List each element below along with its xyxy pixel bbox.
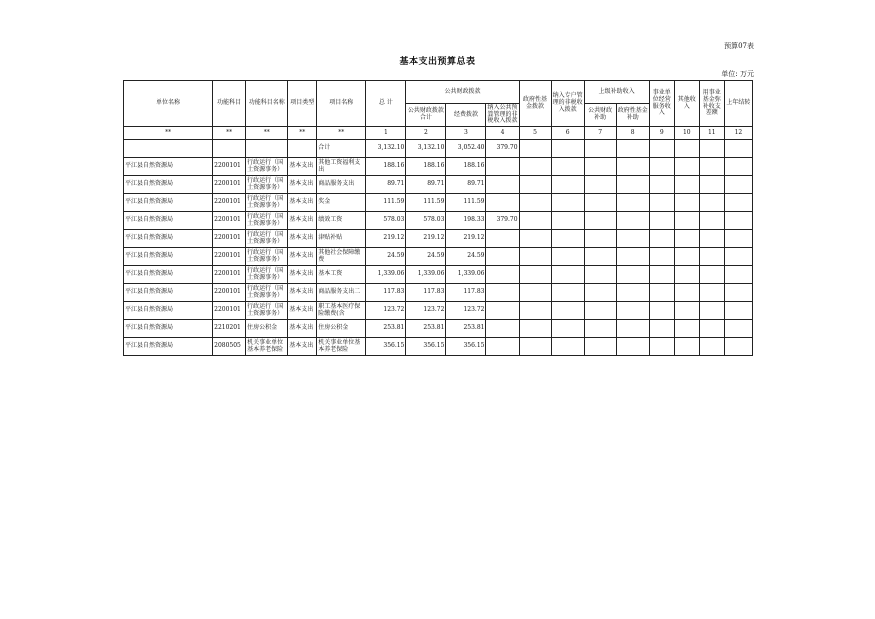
cell-empty <box>584 284 616 302</box>
cell-name: 职工基本医疗保险缴费(含 <box>317 302 366 320</box>
header-superior-subsidy: 上级补助收入 <box>584 81 649 104</box>
cell-empty <box>699 212 724 230</box>
cell-empty <box>584 248 616 266</box>
cell-empty <box>551 194 584 212</box>
cell-func: 行政运行（国土资源事务） <box>246 176 288 194</box>
column-index-row <box>124 127 753 140</box>
cell-budget-mgmt <box>486 230 519 248</box>
table-row <box>124 266 753 284</box>
cell-empty <box>724 302 752 320</box>
header-unit-name: 单位名称 <box>124 81 213 127</box>
header-superior-public: 公共财政补助 <box>584 104 616 127</box>
cell-empty <box>699 176 724 194</box>
cell-total: 24.59 <box>366 248 406 266</box>
cell-type: 基本支出 <box>288 248 317 266</box>
column-index-11: 7 <box>584 127 616 140</box>
cell-empty <box>616 230 649 248</box>
cell-func: 行政运行（国土资源事务） <box>246 230 288 248</box>
cell-type: 基本支出 <box>288 158 317 176</box>
cell-empty <box>649 266 674 284</box>
cell-budget-mgmt <box>486 158 519 176</box>
cell-budget-mgmt <box>486 194 519 212</box>
column-index-3: ** <box>288 127 317 140</box>
cell-unit: 平江县自然资源局 <box>124 320 213 338</box>
table-row <box>124 194 753 212</box>
cell-type: 基本支出 <box>288 230 317 248</box>
cell-empty <box>519 320 551 338</box>
cell-empty <box>616 212 649 230</box>
cell-funding: 219.12 <box>446 230 486 248</box>
cell-empty <box>584 320 616 338</box>
cell-code: 2200101 <box>213 230 246 248</box>
cell-empty <box>584 266 616 284</box>
cell-name: 机关事业单位基本养老保险 <box>317 338 366 356</box>
cell-empty <box>519 266 551 284</box>
cell-code: 2200101 <box>213 302 246 320</box>
cell-funding: 198.33 <box>446 212 486 230</box>
cell-budget-mgmt <box>486 284 519 302</box>
cell-budget-mgmt <box>486 338 519 356</box>
header-proj-type: 项目类型 <box>288 81 317 127</box>
cell-empty <box>551 284 584 302</box>
header-superior-gov-fund: 政府性基金补助 <box>616 104 649 127</box>
cell-empty <box>616 248 649 266</box>
cell-total: 188.16 <box>366 158 406 176</box>
cell-budget-mgmt <box>486 266 519 284</box>
header-special-mgmt: 纳入专户管理的非税收入拨款 <box>551 81 584 127</box>
table-row <box>124 158 753 176</box>
cell-empty <box>519 212 551 230</box>
cell-empty <box>699 248 724 266</box>
cell-total: 1,339.06 <box>366 266 406 284</box>
cell-unit: 平江县自然资源局 <box>124 266 213 284</box>
cell-public-total: 117.83 <box>406 284 446 302</box>
cell-empty <box>699 338 724 356</box>
cell-empty <box>699 284 724 302</box>
cell-type: 基本支出 <box>288 266 317 284</box>
column-index-2: ** <box>246 127 288 140</box>
cell-funding: 117.83 <box>446 284 486 302</box>
table-row <box>124 284 753 302</box>
header-gov-fund: 政府性基金拨款 <box>519 81 551 127</box>
cell-public-total: 1,339.06 <box>406 266 446 284</box>
cell-empty <box>616 158 649 176</box>
cell-empty <box>649 158 674 176</box>
cell-empty <box>674 158 699 176</box>
cell-empty <box>649 284 674 302</box>
cell-type: 基本支出 <box>288 194 317 212</box>
table-row <box>124 338 753 356</box>
column-index-16: 12 <box>724 127 752 140</box>
cell-unit: 平江县自然资源局 <box>124 212 213 230</box>
cell-total: 253.81 <box>366 320 406 338</box>
column-index-0: ** <box>124 127 213 140</box>
cell-type: 基本支出 <box>288 212 317 230</box>
cell-empty <box>584 230 616 248</box>
cell-type: 基本支出 <box>288 338 317 356</box>
cell-code: 2210201 <box>213 320 246 338</box>
cell-unit: 平江县自然资源局 <box>124 248 213 266</box>
cell-budget-mgmt <box>486 248 519 266</box>
cell-public-total: 219.12 <box>406 230 446 248</box>
cell-empty <box>724 266 752 284</box>
cell-name: 商品服务支出二 <box>317 284 366 302</box>
cell-empty <box>649 320 674 338</box>
cell-empty <box>724 230 752 248</box>
cell-public-total: 356.15 <box>406 338 446 356</box>
cell-public-total: 253.81 <box>406 320 446 338</box>
cell-empty <box>584 302 616 320</box>
header-public-finance: 公共财政拨款 <box>406 81 519 104</box>
cell-public-total: 24.59 <box>406 248 446 266</box>
budget-table <box>123 80 753 356</box>
cell-empty <box>724 338 752 356</box>
summary-row <box>124 140 753 158</box>
cell-empty <box>551 158 584 176</box>
cell-empty <box>649 230 674 248</box>
table-header <box>124 81 753 140</box>
cell-empty <box>519 176 551 194</box>
cell-funding: 89.71 <box>446 176 486 194</box>
cell-code: 2200101 <box>213 194 246 212</box>
cell-empty <box>616 320 649 338</box>
form-code: 预算07表 <box>724 42 754 50</box>
cell-empty <box>674 194 699 212</box>
summary-label: 合计 <box>317 140 366 158</box>
table-body <box>124 140 753 356</box>
cell-type: 基本支出 <box>288 302 317 320</box>
cell-empty <box>674 284 699 302</box>
cell-empty <box>699 230 724 248</box>
cell-func: 住房公积金 <box>246 320 288 338</box>
cell-empty <box>584 194 616 212</box>
cell-empty <box>551 302 584 320</box>
column-index-5: 1 <box>366 127 406 140</box>
cell-empty <box>551 212 584 230</box>
cell-empty <box>616 302 649 320</box>
cell-code: 2200101 <box>213 212 246 230</box>
cell-empty <box>519 284 551 302</box>
cell-budget-mgmt <box>486 176 519 194</box>
cell-unit: 平江县自然资源局 <box>124 158 213 176</box>
cell-func: 行政运行（国土资源事务） <box>246 302 288 320</box>
cell-total: 219.12 <box>366 230 406 248</box>
header-funding: 经费拨款 <box>446 104 486 127</box>
header-budget-mgmt: 纳入公共预算管理的非税收入拨款 <box>486 104 519 127</box>
table-row <box>124 248 753 266</box>
cell-empty <box>616 266 649 284</box>
cell-empty <box>674 266 699 284</box>
cell-empty <box>724 176 752 194</box>
cell-name: 商品服务支出 <box>317 176 366 194</box>
cell-func: 行政运行（国土资源事务） <box>246 212 288 230</box>
cell-empty <box>699 266 724 284</box>
cell-code: 2080505 <box>213 338 246 356</box>
table-row <box>124 320 753 338</box>
cell-empty <box>551 176 584 194</box>
cell-empty <box>724 284 752 302</box>
column-index-7: 3 <box>446 127 486 140</box>
cell-empty <box>724 158 752 176</box>
column-index-1: ** <box>213 127 246 140</box>
cell-funding: 111.59 <box>446 194 486 212</box>
cell-empty <box>649 176 674 194</box>
column-index-12: 8 <box>616 127 649 140</box>
unit-label: 单位: 万元 <box>721 70 754 78</box>
column-index-9: 5 <box>519 127 551 140</box>
cell-public-total: 89.71 <box>406 176 446 194</box>
column-index-15: 11 <box>699 127 724 140</box>
column-index-4: ** <box>317 127 366 140</box>
cell-empty <box>674 302 699 320</box>
column-index-8: 4 <box>486 127 519 140</box>
cell-empty <box>674 248 699 266</box>
table-row <box>124 302 753 320</box>
cell-empty <box>649 212 674 230</box>
cell-empty <box>649 194 674 212</box>
cell-code: 2200101 <box>213 158 246 176</box>
cell-budget-mgmt <box>486 320 519 338</box>
cell-empty <box>674 230 699 248</box>
cell-empty <box>699 158 724 176</box>
cell-total: 578.03 <box>366 212 406 230</box>
cell-public-total: 578.03 <box>406 212 446 230</box>
cell-funding: 253.81 <box>446 320 486 338</box>
table-row <box>124 212 753 230</box>
cell-total: 356.15 <box>366 338 406 356</box>
cell-name: 绩效工资 <box>317 212 366 230</box>
cell-empty <box>584 212 616 230</box>
summary-public-total: 3,132.10 <box>406 140 446 158</box>
cell-unit: 平江县自然资源局 <box>124 230 213 248</box>
cell-budget-mgmt <box>486 302 519 320</box>
cell-unit: 平江县自然资源局 <box>124 338 213 356</box>
cell-empty <box>699 320 724 338</box>
cell-funding: 356.15 <box>446 338 486 356</box>
summary-funding: 3,052.40 <box>446 140 486 158</box>
cell-empty <box>584 158 616 176</box>
cell-total: 123.72 <box>366 302 406 320</box>
header-total: 总 计 <box>366 81 406 127</box>
cell-empty <box>724 212 752 230</box>
cell-unit: 平江县自然资源局 <box>124 302 213 320</box>
cell-empty <box>724 194 752 212</box>
cell-type: 基本支出 <box>288 284 317 302</box>
cell-empty <box>674 338 699 356</box>
cell-total: 89.71 <box>366 176 406 194</box>
summary-total: 3,132.10 <box>366 140 406 158</box>
cell-empty <box>724 320 752 338</box>
cell-unit: 平江县自然资源局 <box>124 284 213 302</box>
cell-empty <box>724 248 752 266</box>
cell-empty <box>519 158 551 176</box>
cell-total: 117.83 <box>366 284 406 302</box>
table-row <box>124 230 753 248</box>
cell-empty <box>551 230 584 248</box>
cell-empty <box>616 176 649 194</box>
table-row <box>124 176 753 194</box>
cell-func: 行政运行（国土资源事务） <box>246 266 288 284</box>
cell-empty <box>616 284 649 302</box>
cell-name: 其他社会保障缴费 <box>317 248 366 266</box>
cell-empty <box>519 194 551 212</box>
header-func-name: 功能科目名称 <box>246 81 288 127</box>
cell-empty <box>616 194 649 212</box>
cell-public-total: 188.16 <box>406 158 446 176</box>
cell-funding: 1,339.06 <box>446 266 486 284</box>
cell-func: 机关事业单位基本养老保险 <box>246 338 288 356</box>
cell-funding: 188.16 <box>446 158 486 176</box>
cell-funding: 123.72 <box>446 302 486 320</box>
header-business-income: 事业单位经营服务收入 <box>649 81 674 127</box>
cell-funding: 24.59 <box>446 248 486 266</box>
cell-unit: 平江县自然资源局 <box>124 176 213 194</box>
cell-total: 111.59 <box>366 194 406 212</box>
column-index-14: 10 <box>674 127 699 140</box>
cell-empty <box>519 302 551 320</box>
summary-budget-mgmt: 379.70 <box>486 140 519 158</box>
cell-public-total: 123.72 <box>406 302 446 320</box>
cell-empty <box>551 338 584 356</box>
cell-type: 基本支出 <box>288 176 317 194</box>
cell-budget-mgmt: 379.70 <box>486 212 519 230</box>
header-proj-name: 项目名称 <box>317 81 366 127</box>
cell-empty <box>519 338 551 356</box>
header-other-income: 其他收入 <box>674 81 699 127</box>
cell-code: 2200101 <box>213 248 246 266</box>
cell-name: 住房公积金 <box>317 320 366 338</box>
cell-empty <box>649 248 674 266</box>
column-index-10: 6 <box>551 127 584 140</box>
cell-empty <box>519 248 551 266</box>
cell-empty <box>551 320 584 338</box>
cell-public-total: 111.59 <box>406 194 446 212</box>
cell-empty <box>551 248 584 266</box>
cell-empty <box>674 212 699 230</box>
cell-type: 基本支出 <box>288 320 317 338</box>
cell-func: 行政运行（国土资源事务） <box>246 248 288 266</box>
cell-unit: 平江县自然资源局 <box>124 194 213 212</box>
cell-name: 基本工资 <box>317 266 366 284</box>
column-index-13: 9 <box>649 127 674 140</box>
cell-empty <box>551 266 584 284</box>
cell-code: 2200101 <box>213 284 246 302</box>
cell-name: 其他工资福利支出 <box>317 158 366 176</box>
cell-code: 2200101 <box>213 266 246 284</box>
cell-empty <box>699 194 724 212</box>
cell-code: 2200101 <box>213 176 246 194</box>
header-last-year: 上年结转 <box>724 81 752 127</box>
cell-func: 行政运行（国土资源事务） <box>246 158 288 176</box>
page-title: 基本支出预算总表 <box>399 57 476 67</box>
cell-empty <box>649 338 674 356</box>
header-func-code: 功能科目 <box>213 81 246 127</box>
header-public-total: 公共财政拨款合计 <box>406 104 446 127</box>
cell-func: 行政运行（国土资源事务） <box>246 194 288 212</box>
cell-empty <box>584 338 616 356</box>
header-reserve-fund: 用事业基金弥补收支差额 <box>699 81 724 127</box>
cell-empty <box>519 230 551 248</box>
cell-empty <box>674 176 699 194</box>
cell-name: 津贴补贴 <box>317 230 366 248</box>
cell-empty <box>649 302 674 320</box>
cell-empty <box>674 320 699 338</box>
column-index-6: 2 <box>406 127 446 140</box>
cell-empty <box>699 302 724 320</box>
cell-empty <box>616 338 649 356</box>
cell-empty <box>584 176 616 194</box>
cell-func: 行政运行（国土资源事务） <box>246 284 288 302</box>
cell-name: 奖金 <box>317 194 366 212</box>
